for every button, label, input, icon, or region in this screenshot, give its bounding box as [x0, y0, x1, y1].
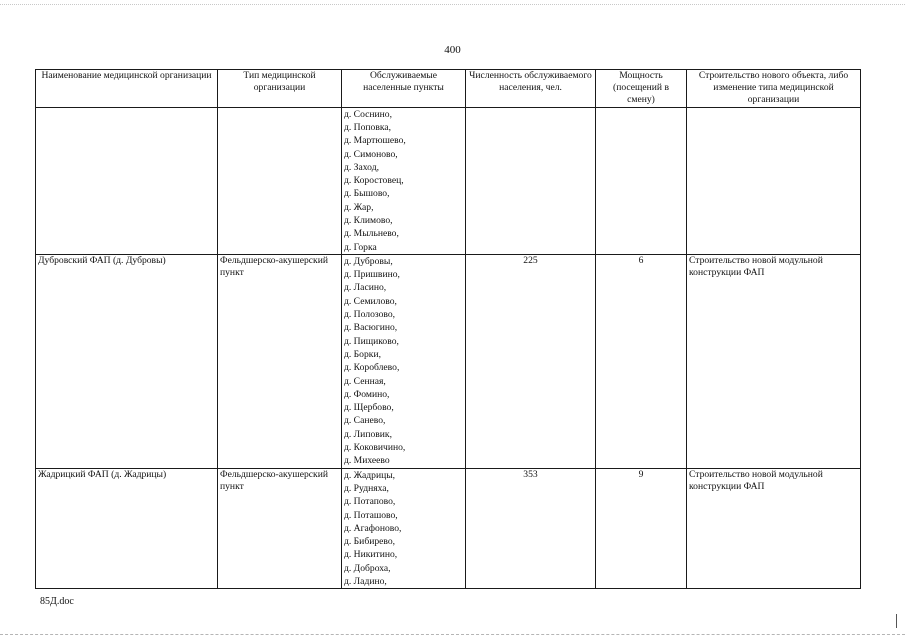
table-header-row [36, 70, 861, 108]
header-served-places: Обслуживаемые населенные пункты [342, 70, 466, 108]
cell-construction [687, 107, 861, 254]
served-place-item: д. Мартюшево, [344, 135, 406, 147]
cell-construction: Строительство новой модульной конструкции ФАП [687, 468, 861, 589]
served-place-item: д. Поповка, [344, 121, 392, 133]
cell-population [466, 107, 596, 254]
cell-org-type [218, 107, 342, 254]
served-place-item: д. Симоново, [344, 148, 398, 160]
table-row [36, 107, 861, 254]
served-place-item: д. Ласино, [344, 282, 387, 294]
cell-capacity [596, 107, 687, 254]
served-place-item: д. Сенная, [344, 375, 386, 387]
served-place-item: д. Горка [344, 241, 377, 253]
table-row [36, 468, 861, 589]
served-place-item: д. Климово, [344, 214, 393, 226]
served-place-item: д. Дубровы, [344, 255, 393, 267]
cell-served-places [342, 254, 466, 468]
cell-capacity: 9 [596, 468, 687, 589]
served-place-item: д. Михеево [344, 455, 390, 467]
served-place-item: д. Щербово, [344, 402, 394, 414]
served-place-item: д. Ладино, [344, 576, 387, 587]
cell-org-name [36, 107, 218, 254]
served-place-item: д. Липовик, [344, 428, 392, 440]
served-place-item: д. Мыльнево, [344, 228, 399, 240]
served-place-item: д. Коковичино, [344, 442, 406, 454]
served-place-item: д. Пищиково, [344, 335, 399, 347]
cell-org-name: Жадрицкий ФАП (д. Жадрицы) [36, 468, 218, 589]
header-org-type: Тип медицинской организации [218, 70, 342, 108]
served-place-item: д. Бибирево, [344, 536, 396, 548]
served-place-item: д. Агафоново, [344, 522, 402, 534]
served-place-item: д. Васюгино, [344, 322, 398, 334]
cell-construction: Строительство новой модульной конструкции ФАП [687, 254, 861, 468]
served-place-item: д. Фомино, [344, 388, 390, 400]
served-place-item: д. Коростовец, [344, 175, 404, 187]
header-population: Численность обслуживаемого населения, чел. [466, 70, 596, 108]
served-place-item: д. Санево, [344, 415, 386, 427]
scan-edge-top [0, 4, 905, 5]
cell-capacity: 6 [596, 254, 687, 468]
table-row [36, 254, 861, 468]
footer-filename: 85Д.doc [40, 596, 74, 607]
header-construction: Строительство нового объекта, либо изменение типа медицинской организации [687, 70, 861, 108]
served-place-item: д. Пришвино, [344, 269, 400, 281]
served-place-item: д. Жадрицы, [344, 469, 396, 481]
served-place-item: д. Никитино, [344, 549, 398, 561]
served-place-item: д. Бышово, [344, 188, 390, 200]
cell-org-type: Фельдшерско-акушерский пункт [218, 468, 342, 589]
header-org-name: Наименование медицинской организации [36, 70, 218, 108]
served-place-item: д. Заход, [344, 161, 379, 173]
cell-served-places [342, 468, 466, 589]
served-place-item: д. Короблево, [344, 362, 400, 374]
scan-edge-bottom [0, 634, 905, 635]
cell-org-type: Фельдшерско-акушерский пункт [218, 254, 342, 468]
served-place-item: д. Доброха, [344, 562, 391, 574]
cell-population: 353 [466, 468, 596, 589]
served-place-item: д. Полозово, [344, 309, 396, 321]
served-place-item: д. Потапово, [344, 496, 396, 508]
served-place-item: д. Поташово, [344, 509, 398, 521]
scan-mark [896, 614, 897, 628]
served-place-item: д. Рудняха, [344, 482, 389, 494]
served-place-item: д. Борки, [344, 348, 381, 360]
table-body [36, 107, 861, 589]
served-place-item: д. Семилово, [344, 295, 397, 307]
page-number: 400 [444, 44, 461, 56]
header-capacity: Мощность (посещений в смену) [596, 70, 687, 108]
cell-population: 225 [466, 254, 596, 468]
cell-served-places [342, 107, 466, 254]
cell-org-name: Дубровский ФАП (д. Дубровы) [36, 254, 218, 468]
served-place-item: д. Жар, [344, 201, 374, 213]
medical-organizations-table [35, 69, 861, 589]
served-place-item: д. Соснино, [344, 108, 392, 120]
